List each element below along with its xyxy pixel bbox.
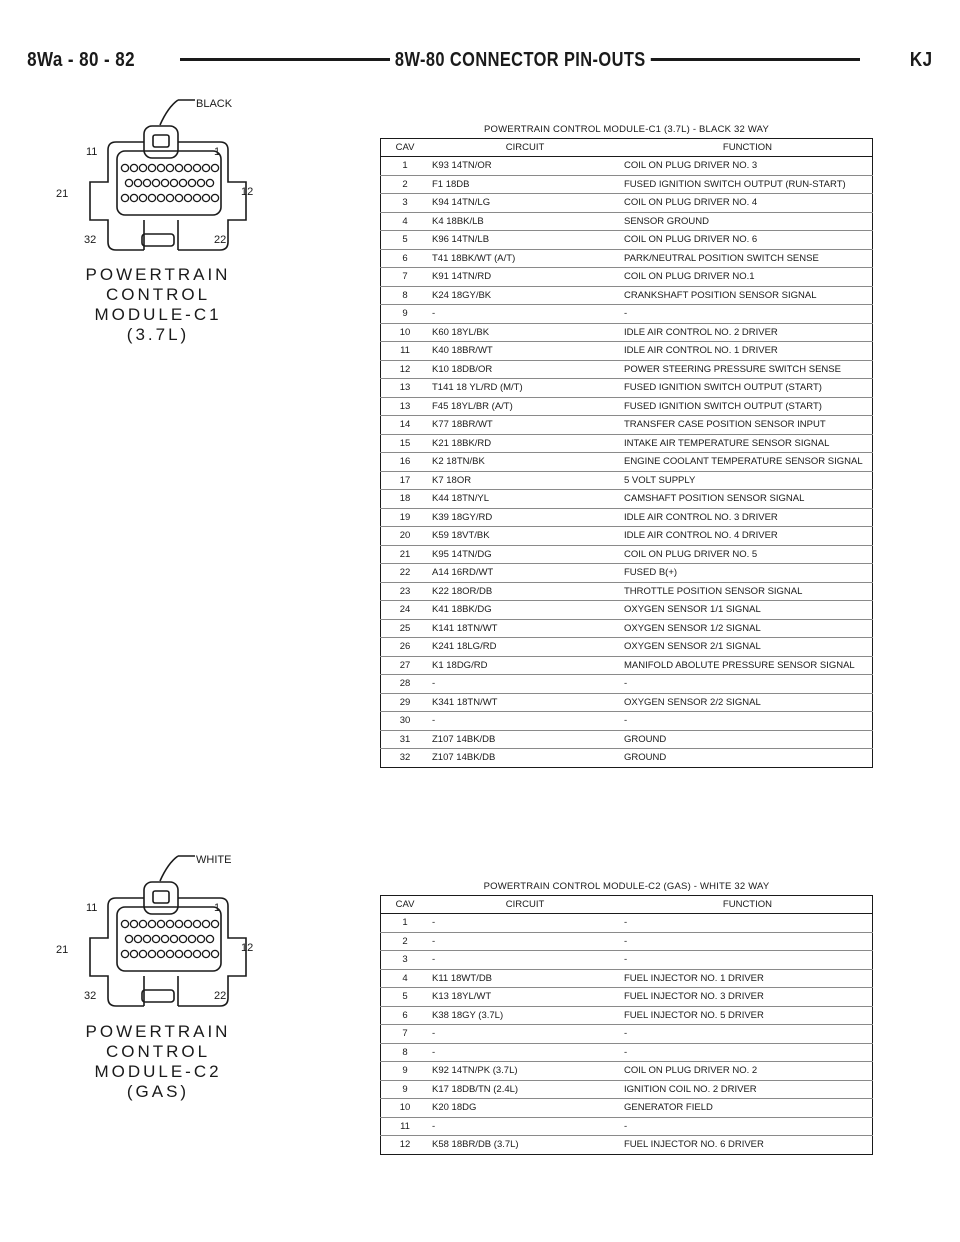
cell-function: - (621, 305, 873, 324)
pin-label-12: 12 (241, 186, 254, 198)
table-row (381, 360, 873, 379)
cell-cav: 32 (381, 749, 430, 768)
cell-function: CAMSHAFT POSITION SENSOR SIGNAL (621, 490, 873, 509)
cell-cav: 9 (381, 305, 430, 324)
cell-function: - (621, 932, 873, 951)
table-row (381, 157, 873, 176)
cell-function: - (624, 917, 628, 929)
connector-color-label: BLACK (196, 98, 233, 110)
cell-function: OXYGEN SENSOR 2/2 SIGNAL (621, 693, 873, 712)
cell-cav: 30 (381, 712, 430, 731)
table-row (381, 268, 873, 287)
cell-cav: 7 (381, 1025, 430, 1044)
connector-c1-drawing (50, 95, 280, 265)
cell-cav: 18 (381, 490, 430, 509)
cell-cav: 2 (381, 932, 430, 951)
table-row (381, 1136, 873, 1155)
cell-circuit: K141 18TN/WT (429, 619, 621, 638)
cell-circuit: - (429, 675, 621, 694)
table-c2-title: POWERTRAIN CONTROL MODULE-C2 (GAS) - WHITE 32 WAY (483, 881, 770, 892)
cell-circuit: - (429, 1117, 621, 1136)
cell-function: - (621, 712, 873, 731)
cell-circuit: K60 18YL/BK (429, 323, 621, 342)
cell-circuit: K10 18DB/OR (429, 360, 621, 379)
table-row (381, 1043, 873, 1062)
table-row (381, 1117, 873, 1136)
cell-circuit: K95 14TN/DG (429, 545, 621, 564)
table-row (381, 305, 873, 324)
connector-c2-drawing (50, 850, 280, 1022)
table-row (381, 619, 873, 638)
cell-circuit: K21 18BK/RD (429, 434, 621, 453)
pin-label-11: 11 (86, 146, 98, 158)
pin-cavity-grid (121, 920, 218, 957)
cell-circuit: T141 18 YL/RD (M/T) (429, 379, 621, 398)
pin-label-22: 22 (214, 990, 227, 1002)
cell-cav: 11 (381, 1117, 430, 1136)
cell-cav: 16 (381, 453, 430, 472)
cell-function: THROTTLE POSITION SENSOR SIGNAL (621, 582, 873, 601)
cell-cav: 8 (381, 1043, 430, 1062)
table-row (381, 342, 873, 361)
table-row (381, 471, 873, 490)
cell-circuit: A14 16RD/WT (429, 564, 621, 583)
cell-circuit: K13 18YL/WT (429, 988, 621, 1007)
table-row (381, 490, 873, 509)
cell-cav: 8 (381, 286, 430, 305)
table-row (381, 932, 873, 951)
cell-circuit: K4 18BK/LB (429, 212, 621, 231)
cell-cav: 4 (381, 212, 430, 231)
cell-circuit: K17 18DB/TN (2.4L) (429, 1080, 621, 1099)
cell-cav: 23 (381, 582, 430, 601)
cell-function: POWER STEERING PRESSURE SWITCH SENSE (621, 360, 873, 379)
cell-cav: 11 (381, 342, 430, 361)
page-header (20, 40, 940, 80)
cell-cav: 21 (381, 545, 430, 564)
cell-cav: 17 (381, 471, 430, 490)
table-row (381, 1080, 873, 1099)
header-rule-left (180, 58, 398, 61)
cell-cav: 1 (402, 160, 408, 172)
cell-function: GROUND (621, 730, 873, 749)
cell-function: FUEL INJECTOR NO. 5 DRIVER (621, 1006, 873, 1025)
header-rule-right (630, 58, 860, 61)
cell-function: OXYGEN SENSOR 2/1 SIGNAL (621, 638, 873, 657)
cell-function: SENSOR GROUND (621, 212, 873, 231)
cell-function: COIL ON PLUG DRIVER NO. 2 (621, 1062, 873, 1081)
cell-circuit: K341 18TN/WT (429, 693, 621, 712)
cell-cav: 5 (381, 988, 430, 1007)
cell-circuit: K1 18DG/RD (429, 656, 621, 675)
cell-circuit: - (429, 932, 621, 951)
cell-circuit: - (429, 712, 621, 731)
table-row (381, 434, 873, 453)
cell-circuit: K91 14TN/RD (429, 268, 621, 287)
cell-function: INTAKE AIR TEMPERATURE SENSOR SIGNAL (621, 434, 873, 453)
cell-circuit: - (432, 917, 436, 929)
cell-circuit: K11 18WT/DB (429, 969, 621, 988)
cell-function: - (621, 1043, 873, 1062)
pin-label-21: 21 (56, 188, 69, 200)
cell-function: GENERATOR FIELD (621, 1099, 873, 1118)
cell-circuit: K94 14TN/LG (429, 194, 621, 213)
cell-cav: 7 (381, 268, 430, 287)
section-title: 8W-80 CONNECTOR PIN-OUTS (390, 40, 651, 80)
cell-function: OXYGEN SENSOR 1/1 SIGNAL (621, 601, 873, 620)
cell-cav: 31 (381, 730, 430, 749)
table-row (381, 453, 873, 472)
cell-function: - (621, 675, 873, 694)
cell-function: GROUND (621, 749, 873, 768)
cell-function: - (621, 1117, 873, 1136)
table-row (381, 582, 873, 601)
cell-cav: 5 (381, 231, 430, 250)
table-row (381, 675, 873, 694)
table-row (381, 397, 873, 416)
cell-function: FUEL INJECTOR NO. 6 DRIVER (621, 1136, 873, 1155)
table-c2 (380, 895, 873, 1155)
cell-function: CRANKSHAFT POSITION SENSOR SIGNAL (621, 286, 873, 305)
cell-function: COIL ON PLUG DRIVER NO. 6 (621, 231, 873, 250)
cell-circuit: F45 18YL/BR (A/T) (429, 397, 621, 416)
model-code: KJ (905, 40, 938, 80)
col-header-cav: CAV (381, 139, 430, 157)
table-row (381, 416, 873, 435)
table-row (381, 969, 873, 988)
cell-cav: 6 (381, 1006, 430, 1025)
cell-cav: 27 (381, 656, 430, 675)
table-row (381, 988, 873, 1007)
cell-circuit: K96 14TN/LB (429, 231, 621, 250)
cell-cav: 2 (381, 175, 430, 194)
table-row (381, 638, 873, 657)
cell-function: FUSED B(+) (621, 564, 873, 583)
cell-function: FUEL INJECTOR NO. 1 DRIVER (621, 969, 873, 988)
table-row (381, 914, 873, 933)
page-reference: 8Wa - 80 - 82 (22, 40, 140, 80)
table-header-row (381, 139, 873, 157)
cell-function: COIL ON PLUG DRIVER NO. 4 (621, 194, 873, 213)
cell-function: IDLE AIR CONTROL NO. 3 DRIVER (621, 508, 873, 527)
table-row (381, 545, 873, 564)
table-row (381, 1099, 873, 1118)
cell-circuit: K7 18OR (429, 471, 621, 490)
cell-cav: 20 (381, 527, 430, 546)
connector-c1-caption: POWERTRAIN CONTROL MODULE-C1 (3.7L) (85, 265, 231, 344)
pin-label-32: 32 (84, 990, 97, 1002)
cell-circuit: - (429, 305, 621, 324)
connector-color-label: WHITE (196, 854, 232, 866)
table-row (381, 286, 873, 305)
cell-circuit: K44 18TN/YL (429, 490, 621, 509)
table-row (381, 323, 873, 342)
pin-label-32: 32 (84, 234, 97, 246)
table-row (381, 1062, 873, 1081)
cell-function: FUSED IGNITION SWITCH OUTPUT (RUN-START) (621, 175, 873, 194)
table-row (381, 212, 873, 231)
table-row (381, 951, 873, 970)
cell-cav: 10 (381, 1099, 430, 1118)
cell-circuit: K20 18DG (429, 1099, 621, 1118)
pin-label-1: 1 (214, 902, 221, 914)
table-row (381, 508, 873, 527)
cell-function: OXYGEN SENSOR 1/2 SIGNAL (621, 619, 873, 638)
table-row (381, 379, 873, 398)
cell-function: IDLE AIR CONTROL NO. 2 DRIVER (621, 323, 873, 342)
cell-cav: 26 (381, 638, 430, 657)
table-row (381, 656, 873, 675)
cell-circuit: K92 14TN/PK (3.7L) (429, 1062, 621, 1081)
cell-circuit: K2 18TN/BK (429, 453, 621, 472)
table-row (381, 175, 873, 194)
cell-function: COIL ON PLUG DRIVER NO. 3 (624, 160, 758, 172)
pin-label-22: 22 (214, 234, 227, 246)
cell-function: PARK/NEUTRAL POSITION SWITCH SENSE (621, 249, 873, 268)
table-row (381, 249, 873, 268)
table-row (381, 730, 873, 749)
table-c1 (380, 138, 873, 768)
cell-cav: 4 (381, 969, 430, 988)
cell-function: - (621, 1025, 873, 1044)
cell-circuit: K38 18GY (3.7L) (429, 1006, 621, 1025)
cell-cav: 3 (381, 194, 430, 213)
cell-cav: 15 (381, 434, 430, 453)
table-c1-title: POWERTRAIN CONTROL MODULE-C1 (3.7L) - BLACK 32 WAY (483, 124, 770, 135)
cell-circuit: - (429, 1025, 621, 1044)
cell-cav: 22 (381, 564, 430, 583)
cell-cav: 14 (381, 416, 430, 435)
col-header-circuit: CIRCUIT (429, 139, 621, 157)
cell-circuit: K93 14TN/OR (432, 160, 492, 172)
cell-circuit: K39 18GY/RD (429, 508, 621, 527)
cell-function: IDLE AIR CONTROL NO. 1 DRIVER (621, 342, 873, 361)
cell-cav: 29 (381, 693, 430, 712)
cell-cav: 13 (381, 397, 430, 416)
cell-function: - (621, 951, 873, 970)
cell-circuit: K59 18VT/BK (429, 527, 621, 546)
connector-c1-illustration (50, 95, 280, 345)
table-row (381, 1006, 873, 1025)
cell-cav: 12 (381, 360, 430, 379)
cell-cav: 25 (381, 619, 430, 638)
cell-function: IDLE AIR CONTROL NO. 4 DRIVER (621, 527, 873, 546)
cell-function: FUSED IGNITION SWITCH OUTPUT (START) (621, 379, 873, 398)
pin-label-1: 1 (214, 146, 221, 158)
table-row (381, 564, 873, 583)
pin-label-21: 21 (56, 944, 69, 956)
cell-cav: 24 (381, 601, 430, 620)
cell-cav: 6 (381, 249, 430, 268)
cell-circuit: F1 18DB (429, 175, 621, 194)
cell-function: 5 VOLT SUPPLY (621, 471, 873, 490)
cell-function: COIL ON PLUG DRIVER NO.1 (621, 268, 873, 287)
cell-cav: 3 (381, 951, 430, 970)
col-header-circuit: CIRCUIT (429, 896, 621, 914)
connector-c2-illustration (50, 850, 280, 1102)
table-row (381, 527, 873, 546)
table-header-row (381, 896, 873, 914)
cell-circuit: K77 18BR/WT (429, 416, 621, 435)
connector-c2-caption: POWERTRAIN CONTROL MODULE-C2 (GAS) (85, 1022, 231, 1101)
cell-cav: 9 (381, 1062, 430, 1081)
cell-cav: 13 (381, 379, 430, 398)
cell-circuit: K241 18LG/RD (429, 638, 621, 657)
table-row (381, 749, 873, 768)
cell-circuit: K22 18OR/DB (429, 582, 621, 601)
cell-function: COIL ON PLUG DRIVER NO. 5 (621, 545, 873, 564)
cell-circuit: - (429, 951, 621, 970)
cell-cav: 10 (381, 323, 430, 342)
cell-cav: 28 (381, 675, 430, 694)
table-row (381, 1025, 873, 1044)
cell-cav: 12 (381, 1136, 430, 1155)
cell-function: MANIFOLD ABOLUTE PRESSURE SENSOR SIGNAL (621, 656, 873, 675)
cell-circuit: T41 18BK/WT (A/T) (429, 249, 621, 268)
cell-cav: 9 (381, 1080, 430, 1099)
pin-cavity-grid (121, 164, 218, 201)
cell-circuit: K40 18BR/WT (429, 342, 621, 361)
cell-function: FUSED IGNITION SWITCH OUTPUT (START) (621, 397, 873, 416)
cell-cav: 1 (402, 917, 408, 929)
cell-function: ENGINE COOLANT TEMPERATURE SENSOR SIGNAL (621, 453, 873, 472)
cell-circuit: K41 18BK/DG (429, 601, 621, 620)
cell-function: IGNITION COIL NO. 2 DRIVER (621, 1080, 873, 1099)
pin-label-11: 11 (86, 902, 98, 914)
cell-circuit: Z107 14BK/DB (429, 730, 621, 749)
cell-circuit: Z107 14BK/DB (429, 749, 621, 768)
cell-circuit: K24 18GY/BK (429, 286, 621, 305)
table-row (381, 601, 873, 620)
table-row (381, 712, 873, 731)
cell-function: FUEL INJECTOR NO. 3 DRIVER (621, 988, 873, 1007)
table-row (381, 194, 873, 213)
cell-circuit: - (429, 1043, 621, 1062)
col-header-function: FUNCTION (621, 896, 873, 914)
table-row (381, 231, 873, 250)
col-header-cav: CAV (381, 896, 430, 914)
pin-label-12: 12 (241, 942, 254, 954)
table-row (381, 693, 873, 712)
cell-circuit: K58 18BR/DB (3.7L) (429, 1136, 621, 1155)
col-header-function: FUNCTION (621, 139, 873, 157)
cell-function: TRANSFER CASE POSITION SENSOR INPUT (621, 416, 873, 435)
cell-cav: 19 (381, 508, 430, 527)
